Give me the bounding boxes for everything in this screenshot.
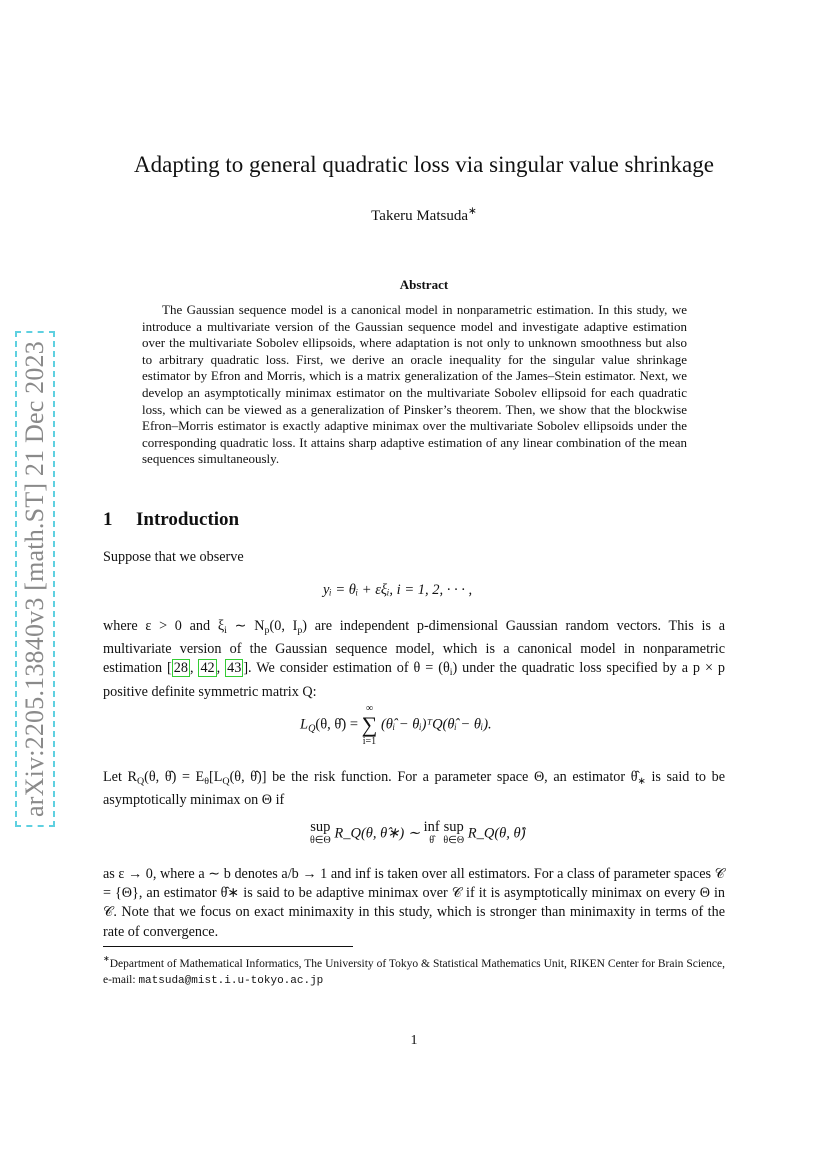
citation-link[interactable]: 43: [227, 660, 242, 677]
citation-link[interactable]: 28: [173, 660, 188, 677]
paragraph-model-description: where ε > 0 and $\xi_i$ ∼ $N_p(0$, $I_p$) are independent p-dimensional Gaussian random vectors. This is a multivariate version of the Gaussian sequence model, which is a canonical model in nonparametric estimation [ 28 , 42 , 43 ]. We consider estimation of $\theta = (\theta_i)$ under the quadratic loss specified by a p × p positive definite symmetric matrix Q:: [103, 618, 725, 700]
author-line: [60, 205, 788, 225]
section-number: 1: [103, 509, 113, 530]
paragraph-adaptive-minimax: as ε → 0, where a ∼ b denotes a/b → 1 and inf is taken over all estimators. For a class of parameter spaces 𝒞 = {Θ}, an estimator θ̂∗ is said to be adaptive minimax over 𝒞 if it is asymptotically minimax on every Θ in 𝒞. Note that we focus on exact minimaxity in this study, which is stronger than minimaxity in terms of the rate of convergence.: [103, 866, 725, 940]
paper-title: Adapting to general quadratic loss via singular value shrinkage: [134, 152, 714, 177]
author-footnote-mark[interactable]: ∗: [468, 206, 477, 217]
summation-operator: ∞ ∑ i=1: [361, 703, 378, 747]
abstract-heading: Abstract: [399, 277, 449, 292]
citation-link[interactable]: 42: [200, 660, 215, 677]
email-address[interactable]: matsuda@mist.i.u-tokyo.ac.jp: [138, 975, 324, 987]
author-name: Takeru Matsuda: [371, 208, 469, 224]
abstract-body: The Gaussian sequence model is a canonical model in nonparametric estimation. In this study, we introduce a multivariate version of the Gaussian sequence model and investigate adaptive estimation over the multivariate Sobolev ellipsoids, where adaptation is not only to unknown smoothness but also to arbitrary quadratic loss. First, we derive an oracle inequality for the singular value shrinkage estimator by Efron and Morris, which is a matrix generalization of the James–Stein estimator. Next, we develop an asymptotically minimax estimator on the multivariate Sobolev ellipsoid for each quadratic loss, which can be viewed as a generalization of Pinsker’s theorem. Then, we show that the blockwise Efron–Morris estimator is exactly adaptive minimax over the multivariate Sobolev ellipsoids under the corresponding quadratic loss. It attains sharp adaptive estimation of any linear combination of the mean sequences simultaneously.: [142, 302, 687, 467]
footnote-rule: [103, 946, 353, 947]
equation-loss: $L_Q(\theta$, θ̂) = ∞ ∑ i=1 (θ̂ᵢ − θᵢ)ᵀQ(θ̂ᵢ − θᵢ).: [300, 703, 492, 747]
arxiv-sidebar: [12, 316, 58, 842]
paragraph-risk: Let $R_Q(\theta$, θ̂) = $E_\theta[L_Q(\theta$, θ̂)] be the risk function. For a parameter space Θ, an estimator $\thetâ_∗$ is said to be asymptotically minimax on Θ if: [103, 769, 726, 809]
equation-model: yᵢ = θᵢ + εξᵢ, i = 1, 2, · · · ,: [323, 582, 473, 598]
footnote: ∗Department of Mathematical Informatics, The University of Tokyo & Statistical Mathematics Unit, RIKEN Center for Brain Science, e-mail: matsuda@mist.i.u-tokyo.ac.jp: [103, 954, 725, 987]
section-title: Introduction: [136, 509, 240, 530]
arxiv-identifier[interactable]: arXiv:2205.13840v3 [math.ST] 21 Dec 2023: [15, 331, 55, 827]
section-heading: [103, 509, 239, 531]
paragraph-observe: Suppose that we observe: [103, 549, 244, 565]
equation-minimax: sup θ∈Θ R_Q(θ, θ̂∗) ∼ inf θ̂ sup θ∈Θ R_Q(θ, θ̂): [310, 819, 526, 846]
page-number: 1: [410, 1033, 418, 1048]
